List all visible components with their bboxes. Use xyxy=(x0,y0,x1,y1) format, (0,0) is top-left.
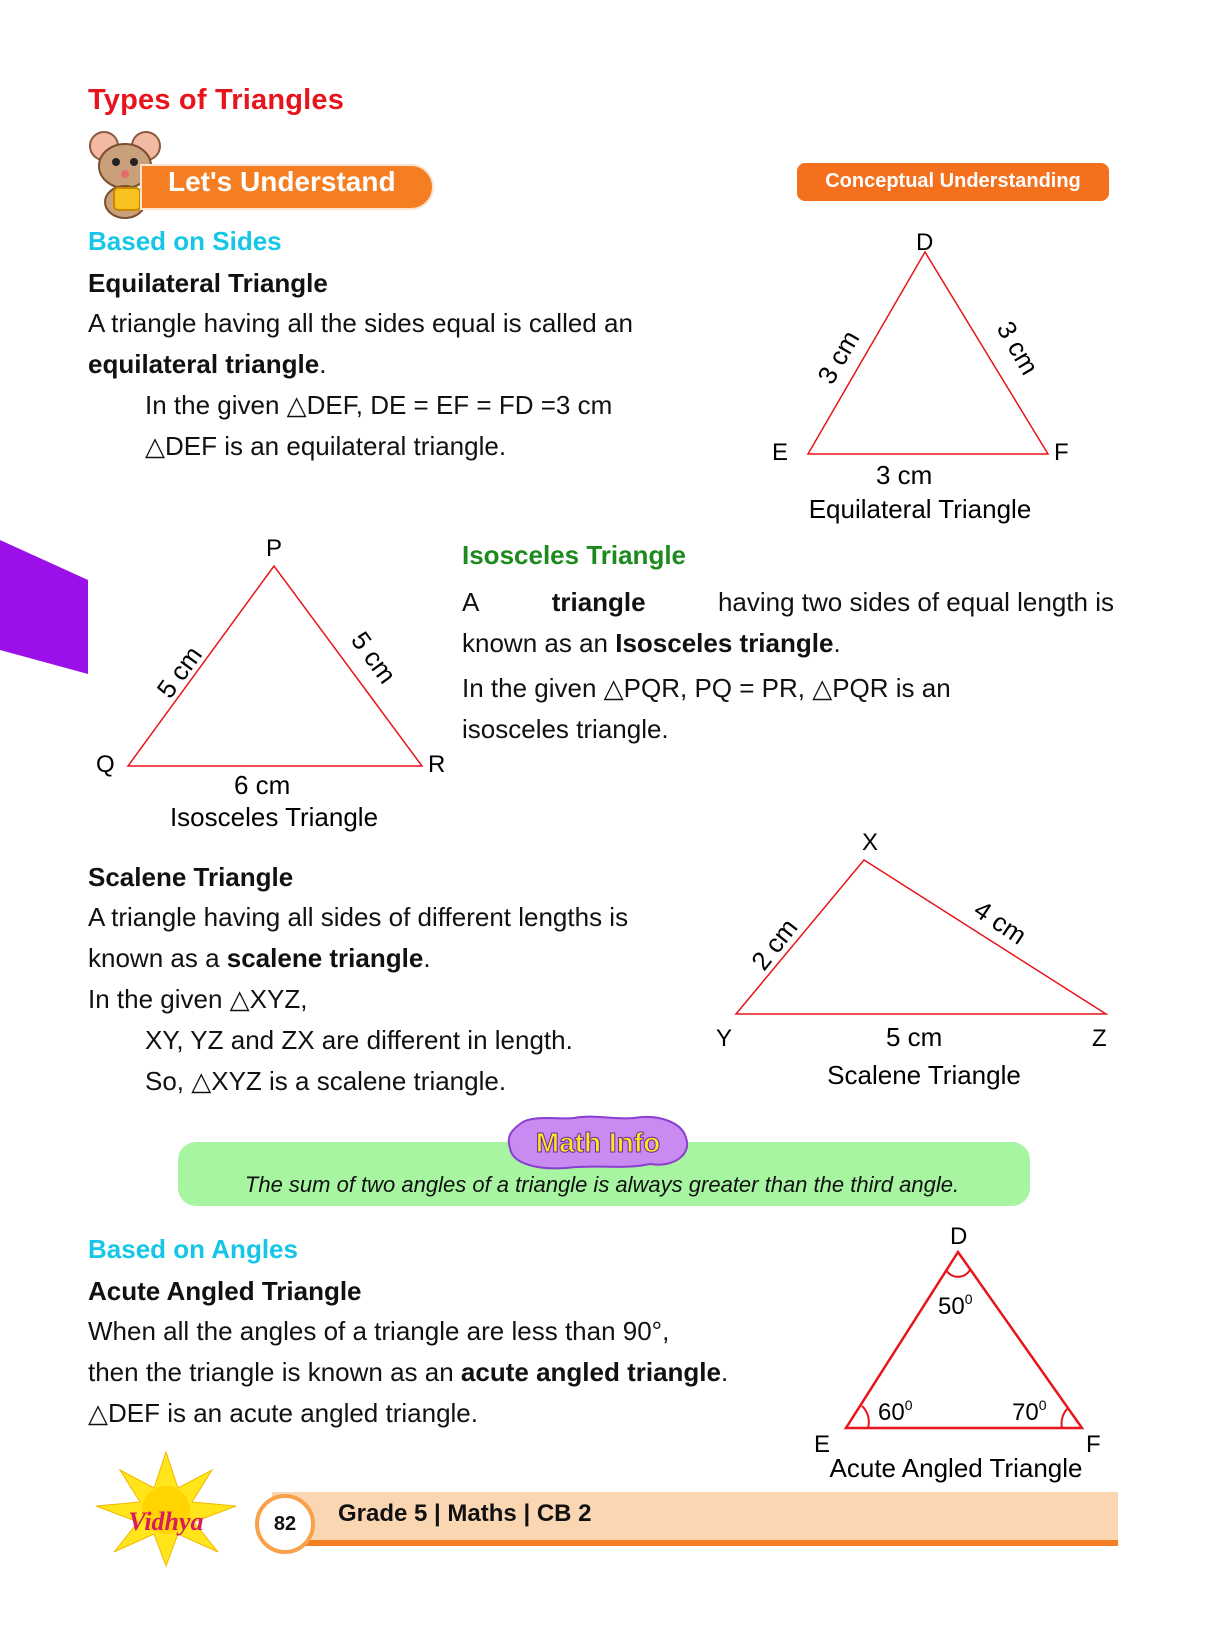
scalene-text xyxy=(88,897,628,1102)
acute-term: acute angled triangle xyxy=(460,1357,721,1387)
scalene-line-4: XY, YZ and ZX are different in length. xyxy=(145,1025,573,1055)
degree-mark: 0 xyxy=(904,1397,913,1413)
based-on-angles-heading: Based on Angles xyxy=(88,1234,298,1264)
acute-line-3: △DEF is an acute angled triangle. xyxy=(88,1398,478,1428)
scalene-line-5: So, △XYZ is a scalene triangle. xyxy=(145,1066,507,1096)
acute-triangle-figure xyxy=(800,1222,1120,1484)
equilateral-line-3: In the given △DEF, DE = EF = FD =3 cm xyxy=(145,390,613,420)
angle-e-value xyxy=(878,1397,913,1426)
angle-f-number: 70 xyxy=(1012,1399,1039,1426)
isosceles-line-1b: having two sides of equal length is xyxy=(717,587,1114,617)
scalene-term: scalene triangle xyxy=(226,943,424,973)
isosceles-text xyxy=(462,582,1114,750)
degree-mark: 0 xyxy=(964,1291,973,1307)
side-yz-label: 5 cm xyxy=(886,1022,943,1052)
purple-side-tab xyxy=(0,540,90,680)
vertex-r-label: R xyxy=(428,751,446,778)
angle-d-value xyxy=(938,1291,973,1320)
acute-line-1: When all the angles of a triangle are less than 90°, xyxy=(88,1316,670,1346)
vertex-e-label: E xyxy=(772,439,789,466)
isosceles-line-4: isosceles triangle. xyxy=(462,714,669,744)
vertex-y-label: Y xyxy=(716,1025,733,1052)
footer-stripe xyxy=(272,1540,1118,1546)
equilateral-line-2-end: . xyxy=(319,349,327,379)
side-de-label: 3 cm xyxy=(811,325,866,389)
isosceles-line-2a: known as an xyxy=(462,628,608,658)
angle-d-arc xyxy=(946,1270,970,1277)
scalene-caption: Scalene Triangle xyxy=(827,1060,1021,1090)
scalene-line-3: In the given △XYZ, xyxy=(88,984,308,1014)
page-number: 82 xyxy=(255,1494,315,1554)
page-title: Types of Triangles xyxy=(88,84,345,116)
math-info-text: The sum of two angles of a triangle is always greater than the third angle. xyxy=(244,1172,960,1197)
vertex-f-label: F xyxy=(1054,439,1069,466)
isosceles-caption: Isosceles Triangle xyxy=(169,802,379,832)
acute-line-2a: then the triangle is known as an xyxy=(88,1357,454,1387)
side-xy-label: 2 cm xyxy=(745,912,804,976)
isosceles-line-2-end: . xyxy=(833,628,841,658)
angle-e-arc xyxy=(862,1406,869,1428)
vertex-e-label: E xyxy=(814,1431,831,1458)
side-fd-label: 3 cm xyxy=(990,316,1045,380)
isosceles-triangle-term: triangle xyxy=(551,587,646,617)
isosceles-line-2 xyxy=(462,623,1114,664)
vidhya-logo-text: Vidhya xyxy=(128,1507,204,1536)
isosceles-line-1a: A xyxy=(462,587,480,617)
equilateral-heading: Equilateral Triangle xyxy=(88,268,328,298)
side-pq-label: 5 cm xyxy=(150,640,208,704)
vertex-f-label: F xyxy=(1086,1431,1101,1458)
equilateral-term: equilateral triangle xyxy=(88,349,320,379)
acute-line-2-end: . xyxy=(721,1357,729,1387)
angle-e-number: 60 xyxy=(878,1399,905,1426)
side-pr-label: 5 cm xyxy=(345,625,403,690)
acute-text xyxy=(88,1311,728,1434)
scalene-line-1: A triangle having all sides of different lengths is xyxy=(88,902,629,932)
vertex-p-label: P xyxy=(266,535,283,562)
equilateral-line-1: A triangle having all the sides equal is called an xyxy=(88,308,633,338)
vertex-z-label: Z xyxy=(1092,1025,1107,1052)
angle-d-number: 50 xyxy=(938,1293,965,1320)
side-xz-label: 4 cm xyxy=(968,894,1033,951)
vertex-x-label: X xyxy=(862,829,879,856)
angle-f-arc xyxy=(1062,1408,1068,1428)
based-on-sides-heading: Based on Sides xyxy=(88,226,282,256)
equilateral-caption: Equilateral Triangle xyxy=(808,494,1032,524)
vertex-q-label: Q xyxy=(96,751,115,778)
scalene-line-2a: known as a xyxy=(88,943,220,973)
lets-understand-banner xyxy=(88,126,448,222)
vertex-d-label: D xyxy=(916,229,934,256)
side-ef-label: 3 cm xyxy=(876,460,933,490)
scalene-line-2-end: . xyxy=(423,943,431,973)
equilateral-text xyxy=(88,303,633,467)
equilateral-triangle-figure xyxy=(770,222,1070,532)
isosceles-heading: Isosceles Triangle xyxy=(462,540,687,570)
isosceles-triangle-figure xyxy=(94,530,454,840)
side-qr-label: 6 cm xyxy=(234,770,291,800)
scalene-heading: Scalene Triangle xyxy=(88,862,294,892)
equilateral-line-4: △DEF is an equilateral triangle. xyxy=(145,431,507,461)
footer-text: Grade 5 | Maths | CB 2 xyxy=(338,1500,592,1527)
isosceles-line-3: In the given △PQR, PQ = PR, △PQR is an xyxy=(462,673,951,703)
acute-heading: Acute Angled Triangle xyxy=(88,1276,362,1306)
equilateral-line-2 xyxy=(88,344,633,385)
acute-caption: Acute Angled Triangle xyxy=(829,1453,1083,1483)
scalene-triangle-figure xyxy=(716,824,1112,1104)
lets-understand-label: Let's Understand xyxy=(168,166,396,197)
vidhya-logo xyxy=(86,1448,256,1568)
scalene-line-2 xyxy=(88,938,628,979)
isosceles-term: Isosceles triangle xyxy=(615,628,834,658)
acute-line-2 xyxy=(88,1352,728,1393)
conceptual-understanding-badge: Conceptual Understanding xyxy=(797,163,1109,201)
math-info-badge xyxy=(502,1114,694,1170)
vertex-d-label: D xyxy=(950,1223,968,1250)
angle-f-value xyxy=(1012,1397,1047,1426)
math-info-label: Math Info xyxy=(535,1127,661,1158)
degree-mark: 0 xyxy=(1038,1397,1047,1413)
isosceles-line-1 xyxy=(462,582,1114,623)
